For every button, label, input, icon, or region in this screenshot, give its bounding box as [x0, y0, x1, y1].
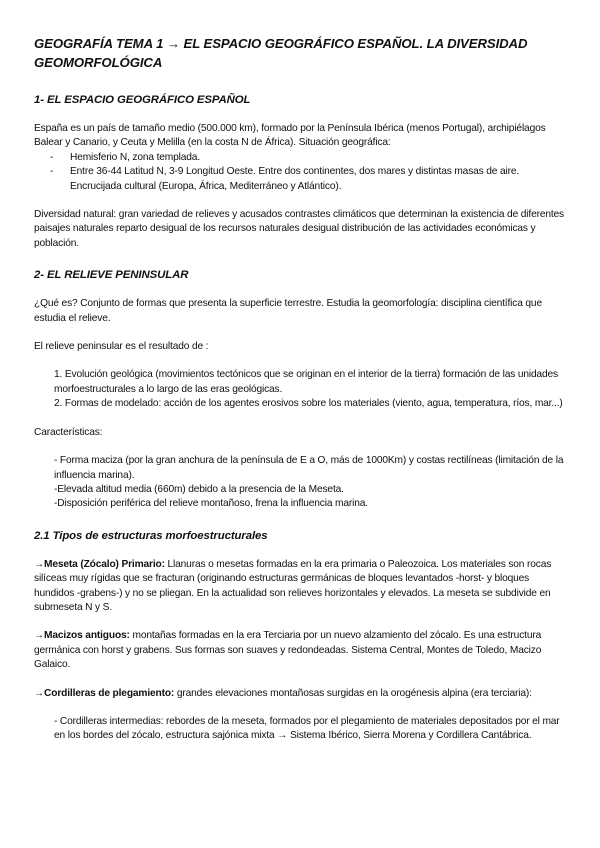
cordilleras-paragraph [34, 687, 570, 701]
characteristics-list [34, 454, 570, 512]
location-bullet-list [34, 151, 570, 194]
location-bullet: - Entre 36-44 Latitud N, 3-9 Longitud Oeste. Entre dos continentes, dos mares y distintas masas de aire. Encrucijada cultural (Europa, África, Mediterráneo y Atlántico). [34, 165, 570, 194]
characteristic-item: - Forma maciza (por la gran anchura de la península de E a O, más de 1000Km) y costas rectilíneas (limitación de la influencia marina). [54, 455, 564, 481]
meseta-label: →Meseta (Zócalo) Primario: [34, 558, 165, 570]
relief-result-item: 2. Formas de modelado: acción de los agentes erosivos sobre los materiales (viento, agua, temperatura, ríos, mar...) [54, 398, 563, 410]
macizos-label: →Macizos antiguos: [34, 630, 130, 642]
relief-result-item: 1. Evolución geológica (movimientos tectónicos que se originan en el interior de la tierra) formación de las unidades morfoestructurales a lo largo de las eras geológicas. [54, 369, 558, 395]
diversity-paragraph: Diversidad natural: gran variedad de relieves y acusados contrastes climáticos que determinan la existencia de diferentes paisajes naturales reparto desigual de los recursos naturales desigual distribución de las actividades económicas y población. [34, 209, 565, 249]
section-2-1-heading: 2.1 Tipos de estructuras morfoestructurales [34, 529, 268, 542]
relief-result-list [34, 368, 570, 411]
characteristics-label: Características: [34, 426, 103, 438]
meseta-paragraph [34, 558, 570, 616]
section-1-heading: 1- EL ESPACIO GEOGRÁFICO ESPAÑOL [34, 94, 251, 106]
characteristic-item: -Elevada altitud media (660m) debido a la presencia de la Meseta. [54, 483, 344, 495]
meseta-text: Llanuras o mesetas formadas en la era primaria o Paleozoica. Los materiales son rocas silíceas muy rígidas que se fracturan (originando estructuras germánicas de bloques levantados -horst- y bloques hundidos -grabens-) y no se pliegan. En la actualidad son relieves horizontales y elevados. La meseta se subdivide en submeseta N y S. [34, 558, 552, 613]
cordilleras-label: →Cordilleras de plegamiento: [34, 687, 175, 699]
cordilleras-text: grandes elevaciones montañosas surgidas en la orogénesis alpina (era terciaria): [174, 687, 532, 699]
characteristic-item: -Disposición periférica del relieve montañoso, frena la influencia marina. [54, 498, 368, 510]
macizos-text: montañas formadas en la era Terciaria por un nuevo alzamiento del zócalo. Es una estructura germánica con horst y grabens. Sus formas son suaves y redondeadas. Sistema Central, Montes de Toledo, Macizo Galaico. [34, 630, 542, 671]
section-2-heading: 2- EL RELIEVE PENINSULAR [34, 269, 189, 282]
cordilleras-sublist [34, 715, 570, 744]
section-1-intro: España es un país de tamaño medio (500.000 km), formado por la Península Ibérica (menos Portugal), archipiélagos Balear y Canario, y Ceuta y Melilla (en la costa N de África). Situación geográfica: [34, 123, 546, 149]
macizos-paragraph [34, 629, 570, 672]
location-bullet: - Hemisferio N, zona templada. [34, 151, 570, 165]
relief-result-intro: El relieve peninsular es el resultado de : [34, 341, 209, 353]
relief-definition: ¿Qué es? Conjunto de formas que presenta la superficie terrestre. Estudia la geomorfología: disciplina científica que estudia el relieve. [34, 298, 542, 324]
document-title: GEOGRAFÍA TEMA 1 → EL ESPACIO GEOGRÁFICO ESPAÑOL. LA DIVERSIDAD GEOMORFOLÓGICA [34, 36, 528, 70]
cordilleras-intermedias-item: - Cordilleras intermedias: rebordes de la meseta, formados por el plegamiento de materiales depositados por el mar en los bordes del zócalo, estructura sajónica mixta → Sistema Ibérico, Sierra Morena y Cordillera Cantábrica. [54, 715, 560, 742]
